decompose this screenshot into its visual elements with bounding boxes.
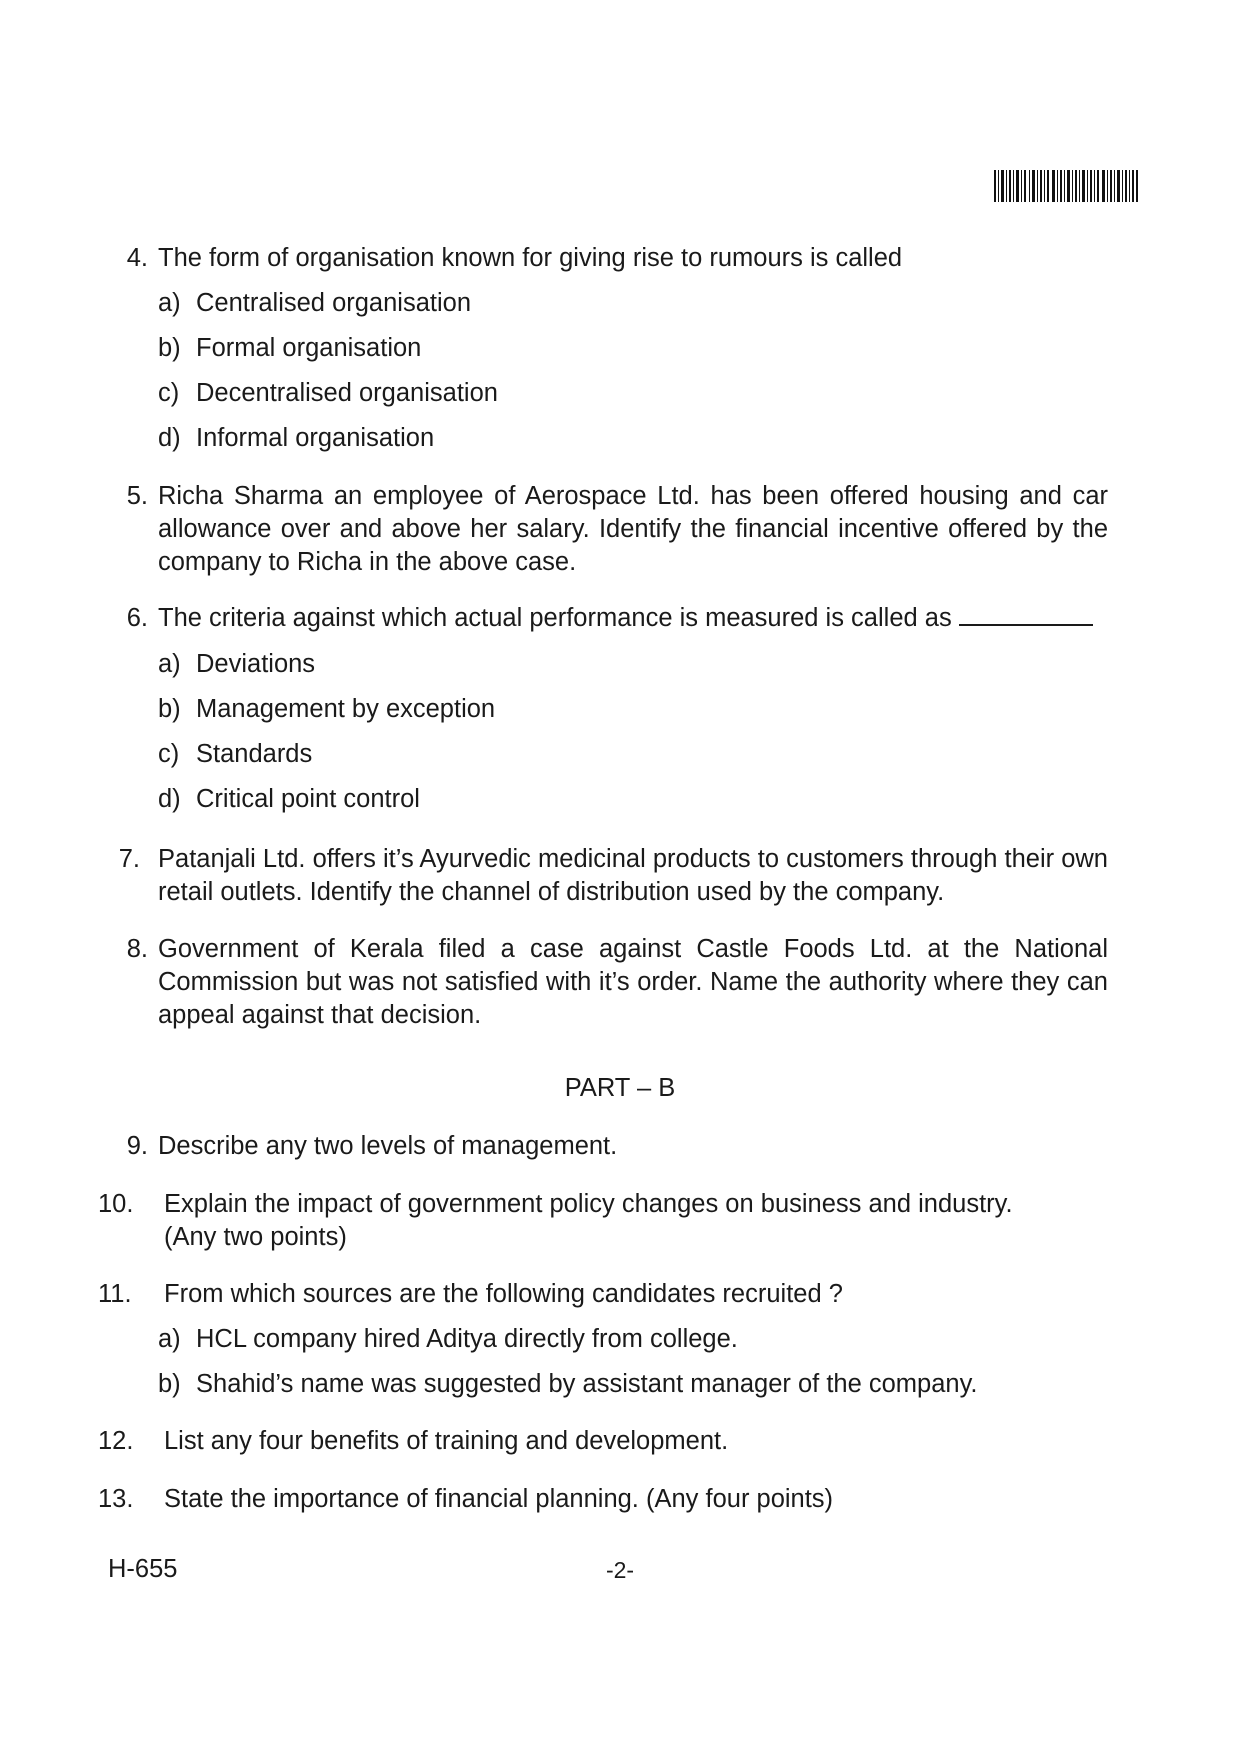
question-number: 9. [126, 1132, 148, 1160]
question-12 [98, 1425, 1108, 1458]
option-text: Management by exception [196, 695, 496, 723]
question-9 [108, 1130, 1108, 1163]
option-label: b) [158, 334, 181, 362]
question-number: 13. [98, 1485, 134, 1513]
option-text: Shahid’s name was suggested by assistant manager of the company. [196, 1370, 978, 1398]
question-4 [108, 242, 1108, 275]
option-a [158, 1323, 738, 1356]
question-number: 8. [126, 935, 148, 963]
question-number: 12. [98, 1427, 134, 1455]
option-label: a) [158, 1325, 181, 1353]
option-b [158, 693, 495, 726]
part-b-heading: PART – B [564, 1074, 676, 1102]
option-text: Decentralised organisation [196, 379, 498, 407]
question-7 [108, 843, 1108, 909]
option-label: d) [158, 785, 181, 813]
question-number: 5. [126, 482, 148, 510]
question-6 [108, 602, 1108, 635]
question-13 [98, 1483, 1108, 1516]
question-text: From which sources are the following candidates recruited ? [164, 1280, 843, 1308]
option-text: Critical point control [196, 785, 420, 813]
option-label: a) [158, 650, 181, 678]
option-d [158, 783, 420, 816]
question-text: Richa Sharma an employee of Aerospace Ltd. has been offered housing and car allowance over and above her salary. Identify the financial incentive offered by the company to Richa in the above case. [158, 482, 1108, 576]
question-10 [98, 1188, 1108, 1254]
barcode [994, 170, 1138, 202]
option-label: b) [158, 1370, 181, 1398]
question-number: 10. [98, 1190, 134, 1218]
question-text: List any four benefits of training and development. [164, 1427, 729, 1455]
answer-blank [959, 604, 1093, 626]
option-a [158, 287, 471, 320]
option-a [158, 648, 315, 681]
question-text: The form of organisation known for giving rise to rumours is called [158, 244, 903, 272]
question-text: The criteria against which actual performance is measured is called as [158, 604, 952, 632]
question-number: 11. [98, 1280, 132, 1308]
question-text: Describe any two levels of management. [158, 1132, 618, 1160]
question-8 [108, 933, 1108, 1032]
option-label: b) [158, 695, 181, 723]
option-c [158, 377, 498, 410]
question-number: 4. [126, 244, 148, 272]
option-d [158, 422, 434, 455]
question-number: 7. [118, 845, 140, 873]
option-c [158, 738, 312, 771]
option-label: d) [158, 424, 181, 452]
option-text: Deviations [196, 650, 316, 678]
option-text: Centralised organisation [196, 289, 471, 317]
option-label: c) [158, 740, 180, 768]
option-b [158, 332, 421, 365]
question-text: Explain the impact of government policy changes on business and industry. (Any two points) [164, 1190, 1013, 1251]
option-label: a) [158, 289, 181, 317]
question-number: 6. [126, 604, 148, 632]
option-text: Standards [196, 740, 313, 768]
question-text: State the importance of financial planning. (Any four points) [164, 1485, 834, 1513]
option-label: c) [158, 379, 180, 407]
question-5 [108, 480, 1108, 579]
option-b [158, 1368, 978, 1401]
paper-code: H-655 [108, 1555, 178, 1583]
option-text: Formal organisation [196, 334, 422, 362]
question-text: Patanjali Ltd. offers it’s Ayurvedic medicinal products to customers through their own retail outlets. Identify the channel of distribution used by the company. [158, 845, 1108, 906]
question-text: Government of Kerala filed a case against Castle Foods Ltd. at the National Commission but was not satisfied with it’s order. Name the authority where they can appeal against that decision. [158, 935, 1108, 1029]
question-11 [98, 1278, 1108, 1311]
option-text: Informal organisation [196, 424, 435, 452]
page-number: -2- [605, 1557, 635, 1583]
option-text: HCL company hired Aditya directly from college. [196, 1325, 738, 1353]
